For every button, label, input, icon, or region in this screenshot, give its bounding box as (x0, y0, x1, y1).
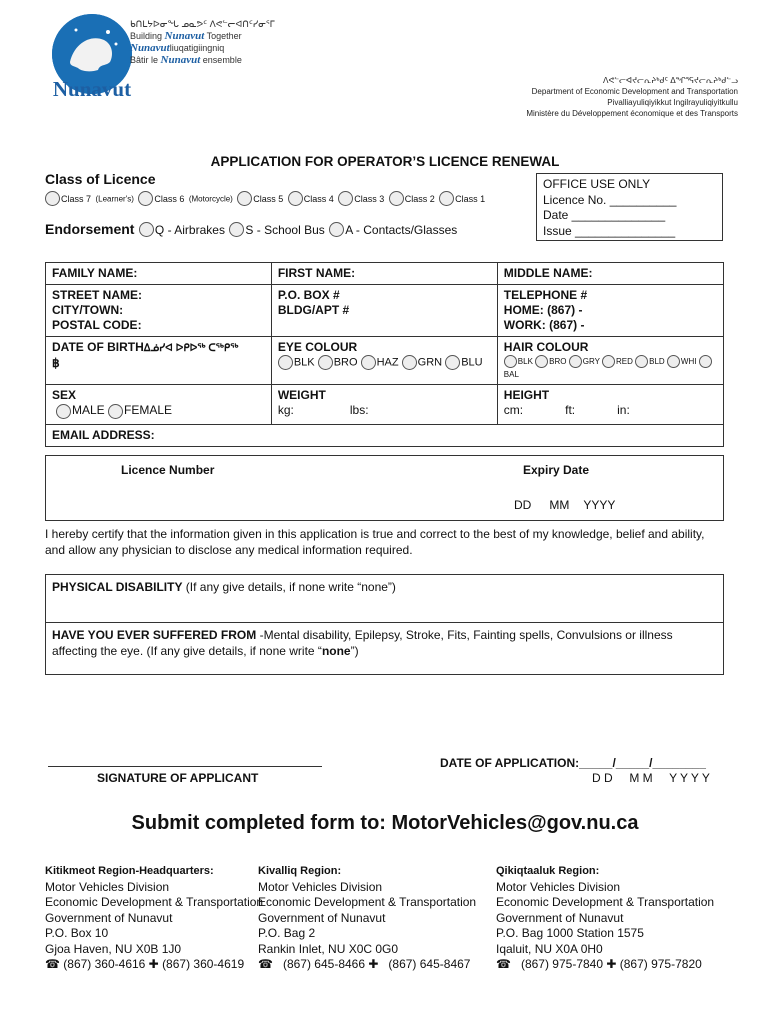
class-7-option[interactable] (45, 190, 134, 207)
region-line: P.O. Bag 2 (258, 926, 316, 940)
region-heading: Kivalliq Region: (258, 865, 342, 877)
dob-glyphs: ᐃᓅᓯᐊ ᐅᑭᐅᖅ ᑕᖅᑭᖅ (143, 343, 239, 354)
address-field[interactable] (46, 285, 272, 337)
region-heading: Qikiqtaaluk Region: (496, 865, 600, 877)
region-line: Government of Nunavut (45, 910, 173, 925)
class-6-label: Class 6 (154, 193, 185, 204)
tagline-en-post: Together (206, 31, 242, 41)
suffered-end: ”) (350, 644, 359, 658)
class-4-option[interactable] (288, 190, 334, 207)
endorsement-s-label: S - School Bus (245, 223, 325, 237)
endorsement-row (45, 221, 457, 239)
date-of-application[interactable]: DATE OF APPLICATION:_____/_____/________ (440, 756, 706, 770)
class-1-option[interactable] (439, 190, 485, 207)
region-line: Government of Nunavut (258, 910, 386, 925)
hair-whi-label: WHI (680, 357, 697, 366)
class-5-label: Class 5 (253, 193, 284, 204)
class-1-radio[interactable] (439, 191, 454, 206)
lbs-label: lbs: (349, 403, 369, 418)
hair-bal-label: BAL (503, 370, 519, 380)
tagline-brand-fr: Nunavut (160, 54, 201, 66)
eye-blk-radio[interactable] (278, 355, 293, 370)
physical-heading: PHYSICAL DISABILITY (52, 580, 183, 594)
dept-syllabics: ᐱᕙᓪᓕᐊᔪᓕᕆᔨᒃᑯᑦ ᐃᖏᕐᕋᔪᓕᕆᔨᒃᑯᓪᓗ (603, 76, 738, 85)
hair-bro-radio[interactable] (535, 355, 548, 368)
expiry-dd: DD (514, 498, 532, 512)
region-kivalliq (258, 864, 493, 973)
office-licence: Licence No. __________ (543, 192, 677, 207)
region-phone: ☎ (867) 360-4616 ✚ (867) 360-4619 (45, 957, 245, 971)
eye-colour-field (271, 337, 497, 385)
eye-haz-label: HAZ (376, 356, 399, 369)
region-line: Economic Development & Transportation (45, 895, 264, 909)
postal-label: POSTAL CODE: (52, 318, 142, 332)
form-title: APPLICATION FOR OPERATOR’S LICENCE RENEWAL (210, 154, 560, 169)
hair-blk-radio[interactable] (504, 355, 517, 368)
class-5-radio[interactable] (237, 191, 252, 206)
hair-bld-label: BLD (649, 357, 665, 366)
middle-name-field[interactable]: MIDDLE NAME: (497, 263, 723, 285)
kg-label: kg: (277, 403, 294, 418)
expiry-mm: MM (549, 498, 570, 512)
region-line: Motor Vehicles Division (258, 879, 383, 894)
licence-number-label: Licence Number (121, 463, 215, 477)
class-options (45, 190, 485, 208)
class-7-radio[interactable] (45, 191, 60, 206)
hair-bld-radio[interactable] (635, 355, 648, 368)
hair-red-label: RED (616, 357, 633, 366)
physical-disability-box[interactable] (45, 574, 724, 623)
dept-fr: Ministère du Développement économique et des Transports (526, 109, 738, 118)
region-qikiqtaaluk (496, 864, 736, 973)
office-use-box (536, 173, 723, 241)
tagline-fr-post: ensemble (202, 55, 242, 65)
region-line: P.O. Box 10 (45, 926, 109, 940)
region-line: Motor Vehicles Division (496, 879, 621, 894)
signature-line[interactable] (48, 766, 322, 767)
height-field[interactable] (497, 385, 723, 425)
class-6-sub: (Motorcycle) (188, 194, 233, 204)
certification-text: I hereby certify that the information given in this application is true and correct to the best of my knowledge, belief and ability, and allow any physician to disclose any medical information required. (45, 527, 705, 557)
phone-label: TELEPHONE # (503, 288, 588, 302)
class-2-option[interactable] (389, 190, 435, 207)
region-heading: Kitikmeot Region-Headquarters: (45, 865, 214, 877)
endorsement-q-label: Q - Airbrakes (154, 223, 225, 237)
weight-label: WEIGHT (277, 388, 326, 403)
hair-colour-field (497, 337, 723, 385)
class-4-radio[interactable] (288, 191, 303, 206)
city-label: CITY/TOWN: (52, 303, 124, 317)
suffered-text: -Mental disability, Epilepsy, Stroke, Fits, Fainting spells, Convulsions or illness affecting the eye. (If any give details, if none write “ (52, 628, 673, 658)
physical-note: (If any give details, if none write “none”) (182, 580, 396, 594)
sex-field (46, 385, 272, 425)
eye-bro-radio[interactable] (318, 355, 333, 370)
sex-male-label: MALE (72, 403, 105, 418)
submit-instruction: Submit completed form to: MotorVehicles@gov.nu.ca (131, 812, 639, 834)
region-kitikmeot (45, 864, 264, 973)
region-line: Motor Vehicles Division (45, 879, 170, 894)
height-label: HEIGHT (503, 388, 550, 403)
hair-blk-label: BLK (517, 357, 533, 366)
class-label: Class of Licence (45, 171, 156, 187)
expiry-yyyy: YYYY (583, 498, 616, 512)
class-2-label: Class 2 (404, 193, 435, 204)
class-1-label: Class 1 (455, 193, 486, 204)
weight-field[interactable] (271, 385, 497, 425)
tagline-brand: Nunavut (164, 30, 205, 42)
region-line: Gjoa Haven, NU X0B 1J0 (45, 941, 182, 956)
expiry-format (514, 498, 615, 512)
sex-female-label: FEMALE (124, 403, 173, 418)
date-format: D D M M Y Y Y Y (592, 771, 710, 785)
tagline-block (130, 18, 275, 66)
suffered-heading: HAVE YOU EVER SUFFERED FROM (52, 628, 257, 642)
department-block (526, 75, 738, 119)
class-7-sub: (Learner's) (95, 194, 134, 204)
first-name-field[interactable]: FIRST NAME: (271, 263, 497, 285)
office-title: OFFICE USE ONLY (543, 177, 651, 191)
class-3-radio[interactable] (338, 191, 353, 206)
endorsement-a-radio[interactable] (329, 222, 344, 237)
class-2-radio[interactable] (389, 191, 404, 206)
hair-gry-radio[interactable] (569, 355, 582, 368)
class-6-option[interactable] (138, 190, 232, 207)
hair-red-radio[interactable] (602, 355, 615, 368)
tagline-brand-iu: Nunavut (130, 42, 170, 54)
hair-bro-label: BRO (549, 357, 567, 366)
class-6-radio[interactable] (138, 191, 153, 206)
work-phone-label: WORK: (867) - (503, 318, 585, 332)
home-phone-label: HOME: (867) - (503, 303, 583, 317)
endorsement-label: Endorsement (45, 221, 135, 237)
class-3-label: Class 3 (354, 193, 385, 204)
eye-haz-radio[interactable] (361, 355, 376, 370)
eye-bro-label: BRO (333, 356, 358, 369)
endorsement-q-radio[interactable] (139, 222, 154, 237)
dob-b: ฿ (52, 356, 60, 370)
hair-bal-radio[interactable] (699, 355, 712, 368)
hair-gry-label: GRY (582, 357, 600, 366)
expiry-date-label: Expiry Date (523, 463, 590, 477)
licence-expiry-box (45, 455, 724, 521)
eye-label: EYE COLOUR (277, 340, 358, 354)
sex-label: SEX (52, 388, 77, 403)
bldg-label: BLDG/APT # (277, 303, 350, 317)
endorsement-s-radio[interactable] (229, 222, 244, 237)
tagline-syllabics: ᑲᑎᒪᔭᐅᓂᖓ ᓄᓇᕗᑦ ᐱᕙᓪᓕᐊᑎᑦᓯᓂᕐᒥ (130, 19, 275, 29)
region-line: Rankin Inlet, NU X0C 0G0 (258, 941, 399, 956)
region-line: P.O. Bag 1000 Station 1575 (496, 926, 644, 940)
region-phone: ☎ (867) 975-7840 ✚ (867) 975-7820 (496, 957, 702, 971)
region-line: Iqaluit, NU X0A 0H0 (496, 941, 603, 956)
tagline-fr-pre: Bâtir le (130, 55, 159, 65)
hair-whi-radio[interactable] (667, 355, 680, 368)
telephone-field[interactable] (497, 285, 723, 337)
family-name-field[interactable]: FAMILY NAME: (46, 263, 272, 285)
office-date: Date ______________ (543, 208, 666, 222)
endorsement-a-label: A - Contacts/Glasses (345, 223, 458, 237)
street-label: STREET NAME: (52, 288, 142, 302)
class-5-option[interactable] (237, 190, 283, 207)
region-phone: ☎ (867) 645-8466 ✚ (867) 645-8467 (258, 957, 471, 971)
dept-en: Department of Economic Development and Transportation (531, 87, 738, 96)
pobox-field[interactable] (271, 285, 497, 337)
class-4-label: Class 4 (303, 193, 334, 204)
region-line: Government of Nunavut (496, 910, 624, 925)
class-3-option[interactable] (338, 190, 384, 207)
cm-label: cm: (503, 403, 524, 418)
signature-label: SIGNATURE OF APPLICANT (97, 771, 259, 785)
eye-blk-label: BLK (293, 356, 315, 369)
tagline-iu-post: liuqatigiingniq (169, 43, 225, 53)
dob-label: DATE OF BIRTH (52, 340, 144, 354)
applicant-info-table (45, 262, 724, 447)
dept-iu: Pivalliayuliqiyikkut Ingilrayuliqiyitkullu (607, 98, 738, 107)
office-issue: Issue _______________ (543, 223, 676, 238)
sex-male-radio[interactable] (56, 404, 71, 419)
region-line: Economic Development & Transportation (496, 895, 715, 909)
ft-label: ft: (565, 403, 576, 418)
hair-label: HAIR COLOUR (503, 340, 589, 354)
tagline-en-pre: Building (130, 31, 163, 41)
eye-blu-radio[interactable] (445, 355, 460, 370)
eye-grn-radio[interactable] (402, 355, 417, 370)
eye-grn-label: GRN (417, 356, 443, 369)
medical-history-box[interactable] (45, 622, 724, 675)
pobox-label: P.O. BOX # (277, 288, 340, 302)
region-line: Economic Development & Transportation (258, 895, 477, 909)
class-7-label: Class 7 (61, 193, 92, 204)
eye-blu-label: BLU (461, 356, 483, 369)
suffered-none: none (321, 644, 351, 658)
in-label: in: (617, 403, 630, 418)
date-of-birth-field[interactable] (46, 337, 272, 385)
email-field[interactable]: EMAIL ADDRESS: (46, 425, 724, 447)
sex-female-radio[interactable] (108, 404, 123, 419)
logo-wordmark: Nunavut (52, 77, 132, 101)
